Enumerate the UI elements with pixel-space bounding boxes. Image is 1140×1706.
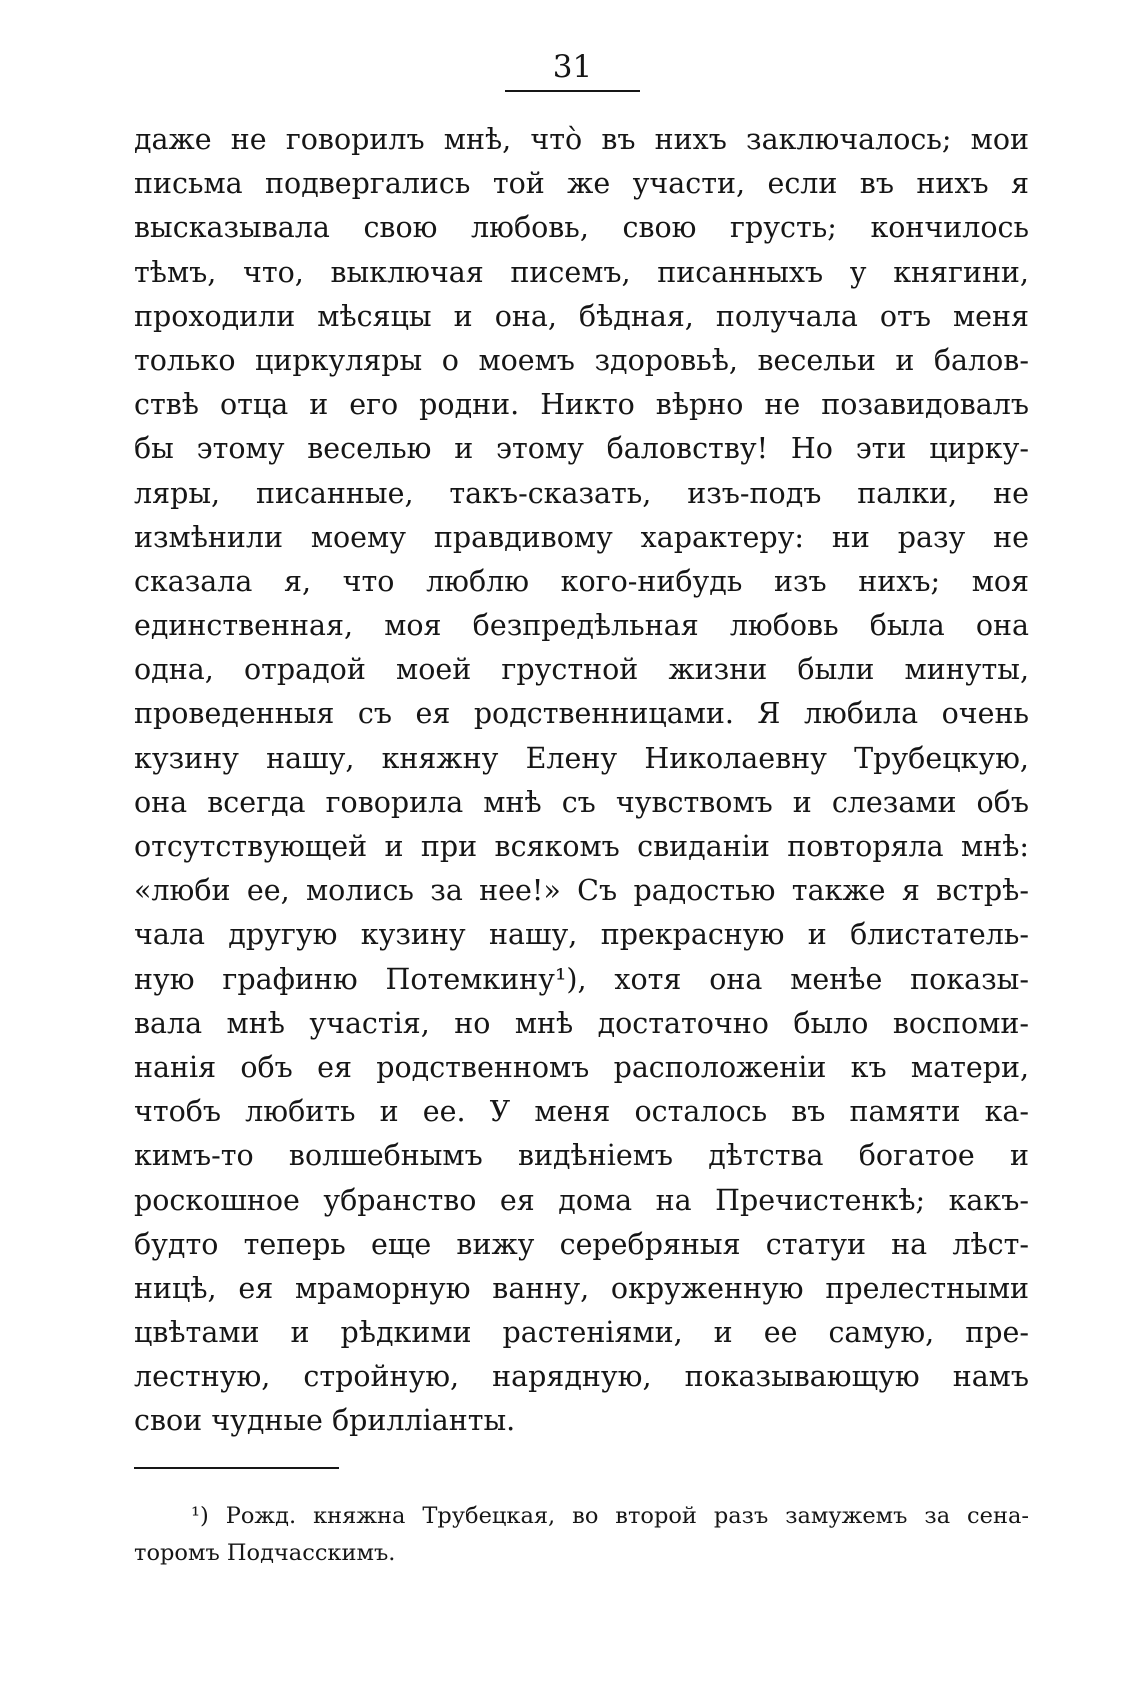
footnote-line: торомъ Подчасскимъ.	[134, 1540, 396, 1566]
text-line: «люби ее, молись за нее!» Съ радостью также я встрѣ-	[134, 874, 1029, 908]
text-line: нанія объ ея родственномъ расположеніи къ матери,	[134, 1050, 1029, 1084]
text-line: кузину нашу, княжну Елену Николаевну Трубецкую,	[134, 741, 1029, 775]
text-line: роскошное убранство ея дома на Пречистенкѣ; какъ-	[134, 1183, 1029, 1217]
text-line: она всегда говорила мнѣ съ чувствомъ и слезами объ	[134, 785, 1029, 819]
text-line: измѣнили моему правдивому характеру: ни разу не	[134, 520, 1029, 554]
text-line: только циркуляры о моемъ здоровьѣ, весельи и балов-	[134, 343, 1029, 377]
text-line: будто теперь еще вижу серебряныя статуи на лѣст-	[134, 1227, 1029, 1261]
text-line: сказала я, что люблю кого-нибудь изъ нихъ; моя	[134, 564, 1029, 598]
text-line: проведенныя съ ея родственницами. Я любила очень	[134, 697, 1029, 731]
text-line: лестную, стройную, нарядную, показывающую намъ	[134, 1360, 1029, 1394]
text-line: отсутствующей и при всякомъ свиданіи повторяла мнѣ:	[134, 830, 1029, 863]
text-line: одна, отрадой моей грустной жизни были минуты,	[134, 653, 1029, 687]
text-line: ную графиню Потемкину¹), хотя она менѣе показы-	[134, 962, 1029, 996]
text-line: кимъ-то волшебнымъ видѣніемъ дѣтства богатое и	[134, 1139, 1029, 1173]
text-line: чтобъ любить и ее. У меня осталось въ памяти ка-	[134, 1095, 1029, 1129]
body-text	[134, 118, 1029, 1444]
footnote-line: ¹) Рожд. княжна Трубецкая, во второй разъ замужемъ за сена-	[191, 1503, 1029, 1529]
text-line: единственная, моя безпредѣльная любовь была она	[134, 609, 1029, 643]
text-line: ницѣ, ея мраморную ванну, окруженную прелестными	[134, 1271, 1029, 1305]
footnote-rule	[134, 1467, 339, 1469]
text-line: свои чудные брилліанты.	[134, 1404, 516, 1438]
text-line: цвѣтами и рѣдкими растеніями, и ее самую, пре-	[134, 1316, 1029, 1350]
page-number: 31	[552, 49, 593, 85]
text-line: письма подвергались той же участи, если въ нихъ я	[134, 167, 1029, 201]
text-line: даже не говорилъ мнѣ, что̀ въ нихъ заключалось; мои	[134, 123, 1029, 156]
text-line: тѣмъ, что, выключая писемъ, писанныхъ у княгини,	[134, 255, 1029, 289]
text-line: чала другую кузину нашу, прекрасную и блистатель-	[134, 918, 1029, 952]
text-line: ляры, писанные, такъ-сказать, изъ-подъ палки, не	[134, 476, 1029, 510]
text-line: высказывала свою любовь, свою грусть; кончилось	[134, 211, 1029, 245]
text-line: ствѣ отца и его родни. Никто вѣрно не позавидовалъ	[134, 388, 1029, 422]
text-line: бы этому веселью и этому баловству! Но эти цирку-	[134, 432, 1029, 466]
text-line: проходили мѣсяцы и она, бѣдная, получала отъ меня	[134, 299, 1029, 333]
text-line: вала мнѣ участія, но мнѣ достаточно было воспоми-	[134, 1006, 1029, 1040]
footnote	[134, 1498, 1029, 1572]
header-rule	[505, 90, 640, 92]
